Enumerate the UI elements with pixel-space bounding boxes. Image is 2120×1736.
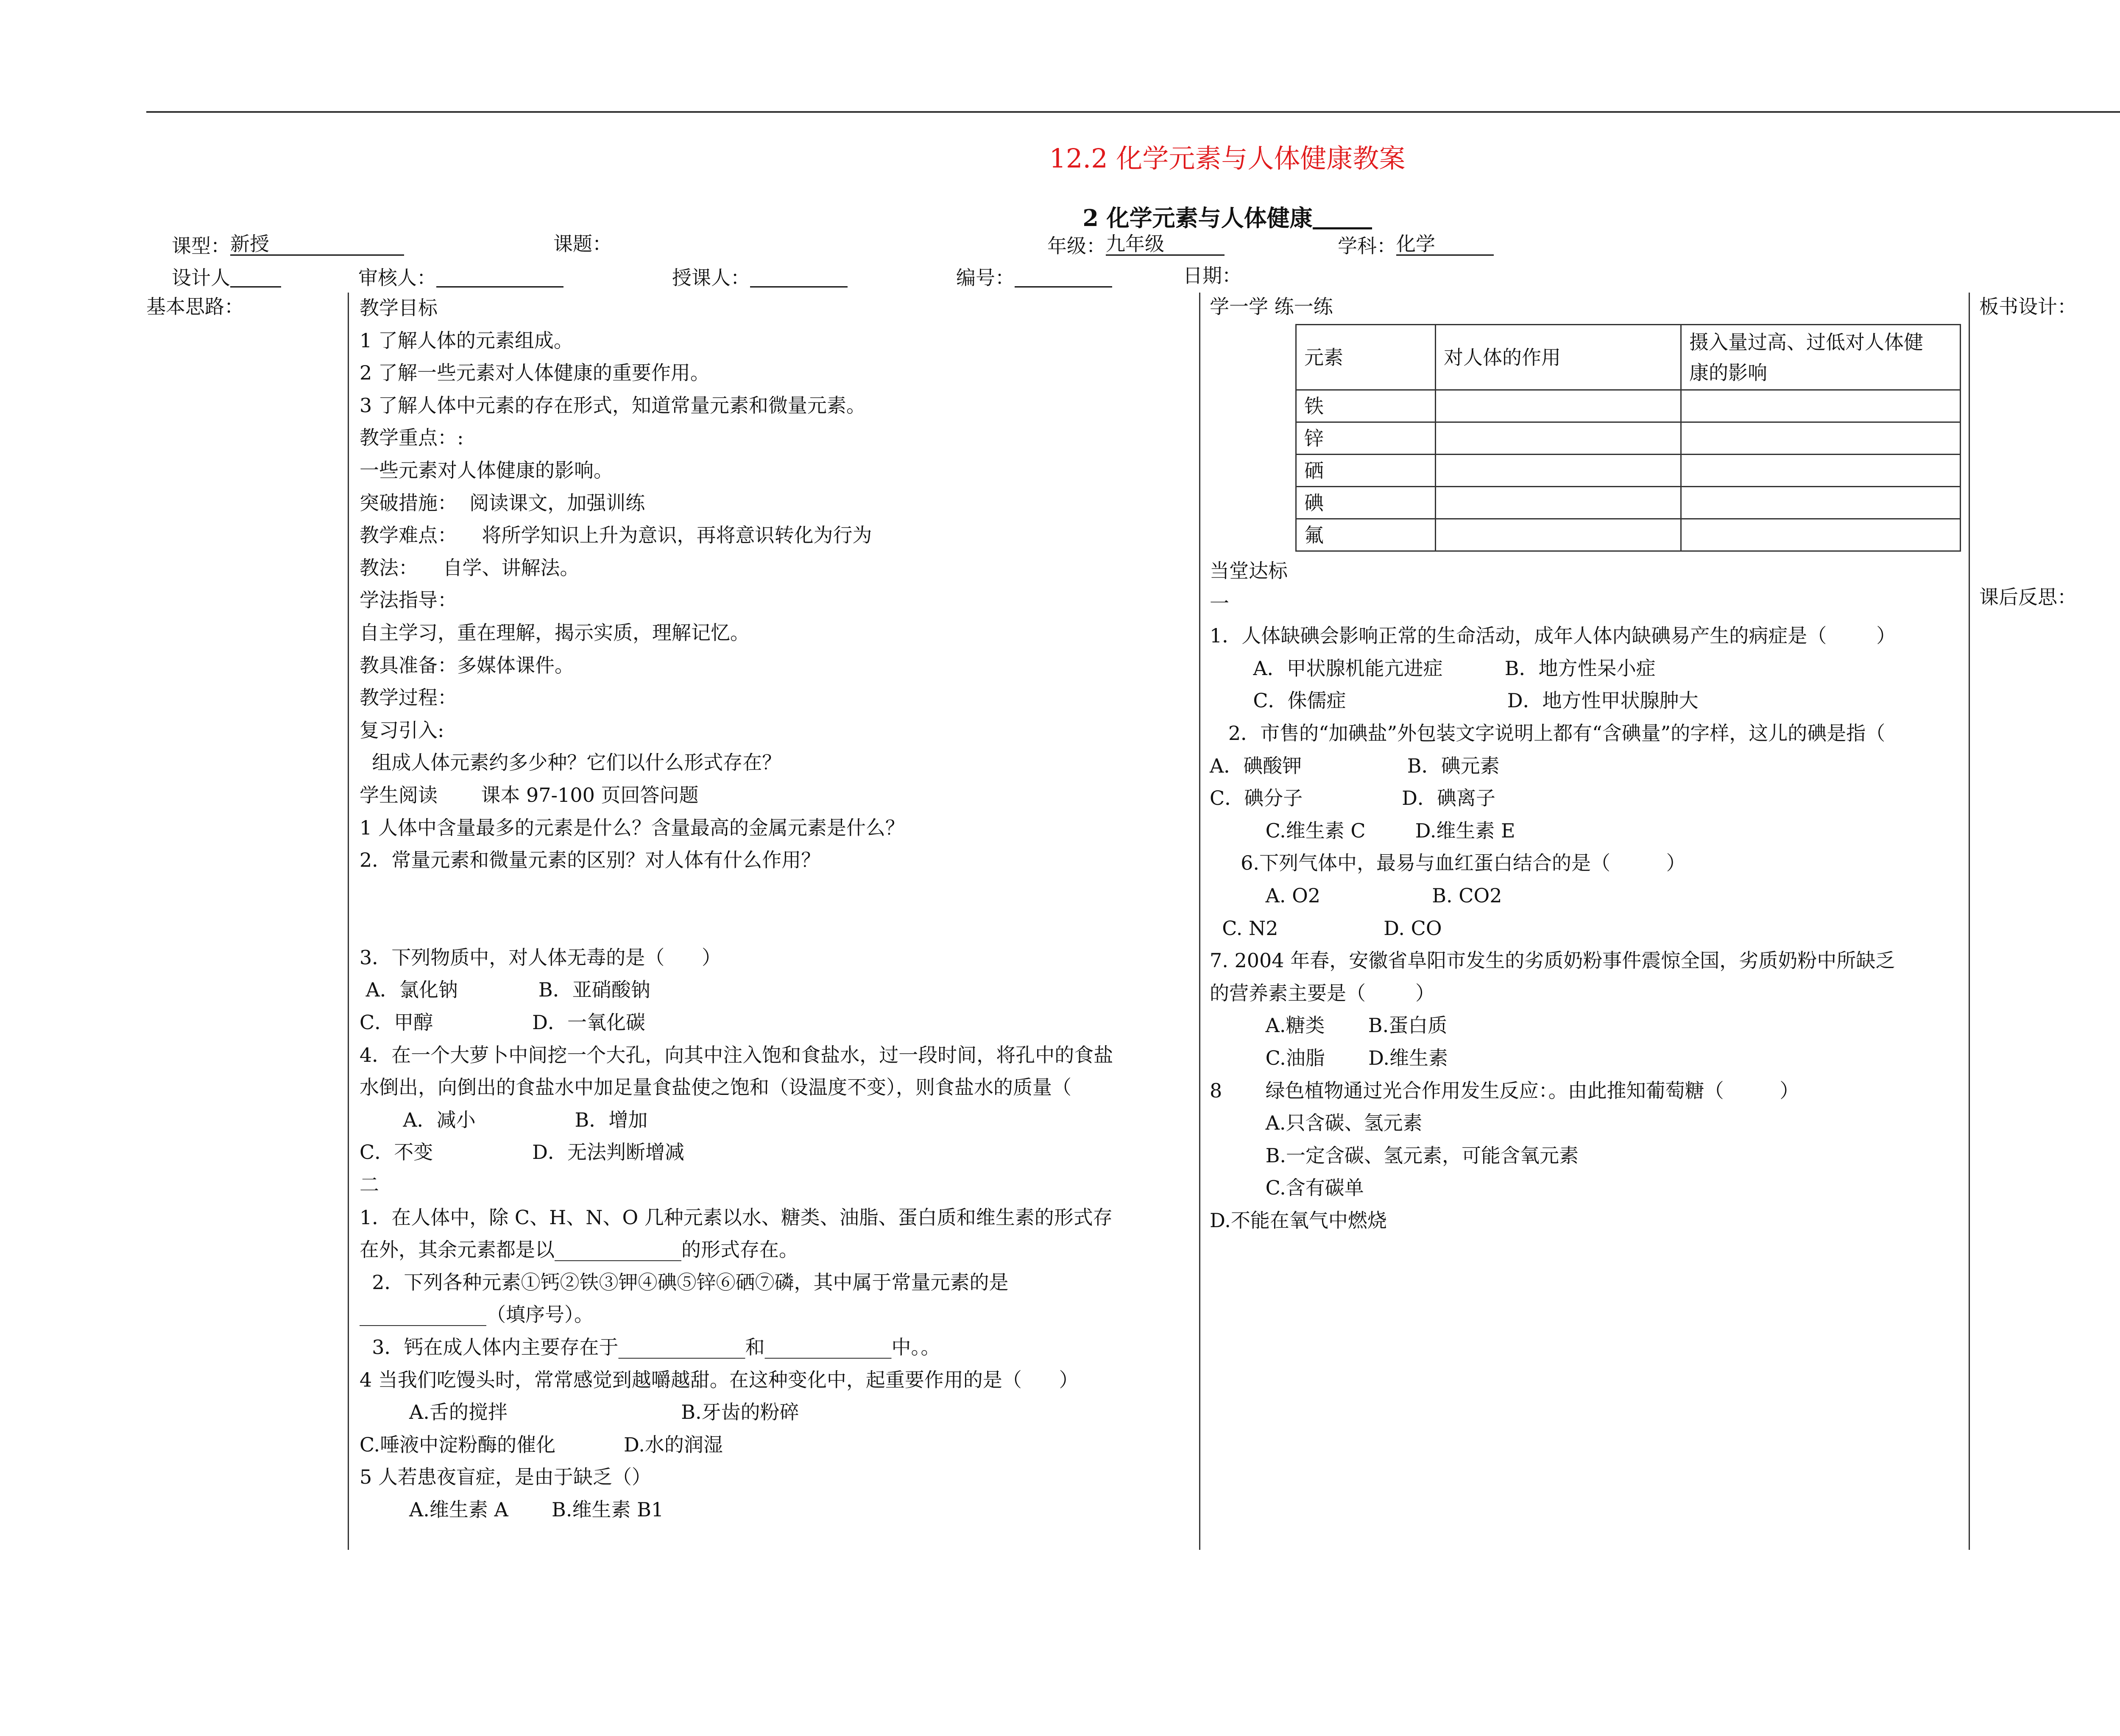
row-effect-cell [1681,455,1961,487]
teacher-field [672,266,848,287]
topic-label: 课题： [553,232,612,255]
text-line: 学法指导： [360,589,457,612]
row-element: 铁 [1296,390,1436,422]
header-effect [1681,325,1961,390]
designer-blank [230,266,281,287]
teacher-blank [750,266,848,287]
row-element: 氟 [1296,519,1436,551]
text-line: C．碘分子 D．碘离子 [1210,787,1496,810]
text-line [360,876,1113,909]
teacher-label: 授课人： [672,266,750,289]
text-line: C.唾液中淀粉酶的催化 D.水的润湿 [360,1433,723,1456]
subject-field [1338,234,1494,256]
table-row [1296,487,1961,519]
text-line: A．甲状腺机能亢进症 B．地方性呆小症 [1210,656,1656,680]
lesson-type-label: 课型： [172,234,230,257]
row-function-cell [1436,455,1681,487]
text-line: A．减小 B．增加 [360,1108,648,1131]
text-line [360,909,1113,941]
text-line: 学生阅读 课本 97-100 页回答问题 [360,783,699,807]
text-line: 在外，其余元素都是以_____________的形式存在。 [360,1238,798,1262]
text-line: 4．在一个大萝卜中间挖一个大孔，向其中注入饱和食盐水，过一段时间，将孔中的食盐 [360,1043,1113,1066]
text-line: 7. 2004 年春，安徽省阜阳市发生的劣质奶粉事件震惊全国，劣质奶粉中所缺乏 [1210,949,1895,972]
header-function: 对人体的作用 [1436,325,1681,390]
text-line: 当堂达标 [1210,559,1288,582]
text-line: C.维生素 C D.维生素 E [1210,819,1515,842]
grade-field [1047,234,1225,256]
row-effect-cell [1681,487,1961,519]
grade-value: 九年级 [1106,234,1225,256]
row-function-cell [1436,487,1681,519]
text-line: C.油脂 D.维生素 [1210,1046,1448,1069]
text-line: 教学过程： [360,686,457,709]
element-table [1295,324,1961,552]
text-line: 5 人若患夜盲症，是由于缺乏（） [360,1465,651,1489]
row-effect-cell [1681,422,1961,455]
text-line: 1．人体缺碘会影响正常的生命活动，成年人体内缺碘易产生的病症是（ ） [1210,624,1896,648]
text-line: A.糖类 B.蛋白质 [1210,1014,1448,1037]
board-design-label: 板书设计： [1979,295,2077,318]
divider-middle [1199,293,1200,1550]
document-subtitle [0,204,2120,232]
header-element: 元素 [1296,325,1436,390]
text-line: A．氯化钠 B．亚硝酸钠 [360,978,650,1002]
text-line: 教学重点：: [360,426,464,449]
text-line: B.一定含碳、氢元素，可能含氧元素 [1210,1144,1579,1167]
text-line: 自主学习，重在理解，揭示实质，理解记忆。 [360,621,750,644]
text-line: D.不能在氧气中燃烧 [1210,1209,1387,1232]
row-element: 锌 [1296,422,1436,455]
text-line: 组成人体元素约多少种？它们以什么形式存在？ [360,751,782,774]
text-line: _____________（填序号）。 [360,1303,594,1326]
text-line: 复习引入: [360,718,444,742]
text-line: 教具准备：多媒体课件。 [360,653,574,677]
header-effect-line2: 康的影响 [1689,361,1767,384]
text-line: 水倒出，向倒出的食盐水中加足量食盐使之饱和（设温度不变），则食盐水的质量（ [360,1076,1071,1099]
row-effect-cell [1681,519,1961,551]
text-line: 3 了解人体中元素的存在形式，知道常量元素和微量元素。 [360,394,866,417]
table-row [1296,390,1961,422]
text-line: 教学目标 [360,296,438,319]
text-line: C. N2 D. CO [1210,916,1442,940]
text-line: 突破措施： 阅读课文，加强训练 [360,491,645,514]
text-line: 2．常量元素和微量元素的区别？对人体有什么作用？ [360,848,821,872]
text-line: 一 [1210,592,1229,615]
date-field [1183,266,1241,285]
header-effect-line1: 摄入量过高、过低对人体健 [1689,330,1923,354]
text-line: A.只含碳、氢元素 [1210,1111,1423,1135]
text-line: 2 了解一些元素对人体健康的重要作用。 [360,361,710,385]
reviewer-label: 审核人： [358,266,436,289]
text-line: 的营养素主要是（ ） [1210,981,1435,1005]
row-function-cell [1436,422,1681,455]
divider-left [348,293,349,1550]
reviewer-field [358,266,563,287]
subject-label: 学科： [1338,234,1396,257]
date-label: 日期： [1183,264,1241,287]
text-line: 教学难点： 将所学知识上升为意识，再将意识转化为行为 [360,524,872,547]
in-class-test-column [1210,555,1896,1236]
row-function-cell [1436,519,1681,551]
text-line: 3．钙在成人体内主要存在于_____________和_____________中。。 [360,1336,940,1359]
number-blank [1015,266,1112,287]
table-row [1296,519,1961,551]
top-rule [146,111,2120,113]
basic-approach-label: 基本思路： [146,295,244,318]
text-line: A.维生素 A B.维生素 B1 [360,1498,664,1521]
text-line: 一些元素对人体健康的影响。 [360,458,613,482]
text-line: 3．下列物质中，对人体无毒的是（ ） [360,946,721,969]
text-line: 4 当我们吃馒头时，常常感觉到越嚼越甜。在这种变化中，起重要作用的是（ ） [360,1368,1079,1391]
text-line: 1．在人体中，除 C、H、N、O 几种元素以水、糖类、油脂、蛋白质和维生素的形式存 [360,1206,1113,1229]
text-line: A. O2 B. CO2 [1210,884,1502,907]
lesson-type-field [172,234,404,256]
lesson-content-column [360,292,1113,1526]
text-line: 1 了解人体的元素组成。 [360,329,573,352]
grade-label: 年级： [1047,234,1106,257]
text-line: C．不变 D．无法判断增减 [360,1141,685,1164]
designer-label: 设计人 [172,266,230,289]
number-field [956,266,1112,287]
number-label: 编号： [956,266,1015,289]
divider-right [1969,293,1970,1550]
row-element: 碘 [1296,487,1436,519]
text-line: C．侏儒症 D．地方性甲状腺肿大 [1210,689,1699,712]
table-row [1296,455,1961,487]
text-line: 2．市售的“加碘盐”外包装文字说明上都有“含碘量”的字样，这儿的碘是指（ [1210,721,1886,745]
text-line: A．碘酸钾 B．碘元素 [1210,754,1500,777]
text-line: 二 [360,1173,379,1197]
lesson-type-value: 新授 [230,234,404,256]
row-function-cell [1436,390,1681,422]
text-line: 1 人体中含量最多的元素是什么？含量最高的金属元素是什么？ [360,816,905,839]
practice-heading: 学一学 练一练 [1210,295,1333,318]
text-line: 8 绿色植物通过光合作用发生反应：。由此推知葡萄糖（ ） [1210,1079,1799,1102]
text-line: A.舌的搅拌 B.牙齿的粉碎 [360,1401,799,1424]
subtitle-blank [1313,206,1372,229]
text-line: C.含有碳单 [1210,1176,1364,1200]
text-line: 2．下列各种元素①钙②铁③钾④碘⑤锌⑥硒⑦磷，其中属于常量元素的是 [360,1270,1009,1294]
reflection-label: 课后反思： [1979,586,2077,608]
topic-field [553,234,612,254]
reviewer-blank [436,266,563,287]
designer-field [172,266,281,287]
document-title: 12.2 化学元素与人体健康教案 [1049,143,1406,174]
text-line: C．甲醇 D．一氧化碳 [360,1011,646,1034]
row-effect-cell [1681,390,1961,422]
subject-value: 化学 [1396,234,1494,256]
text-line: 6.下列气体中，最易与血红蛋白结合的是（ ） [1210,851,1686,875]
subtitle-text: 2 化学元素与人体健康 [1082,204,1313,232]
table-row [1296,422,1961,455]
row-element: 硒 [1296,455,1436,487]
element-table-header [1296,325,1961,390]
text-line: 教法： 自学、讲解法。 [360,556,580,579]
